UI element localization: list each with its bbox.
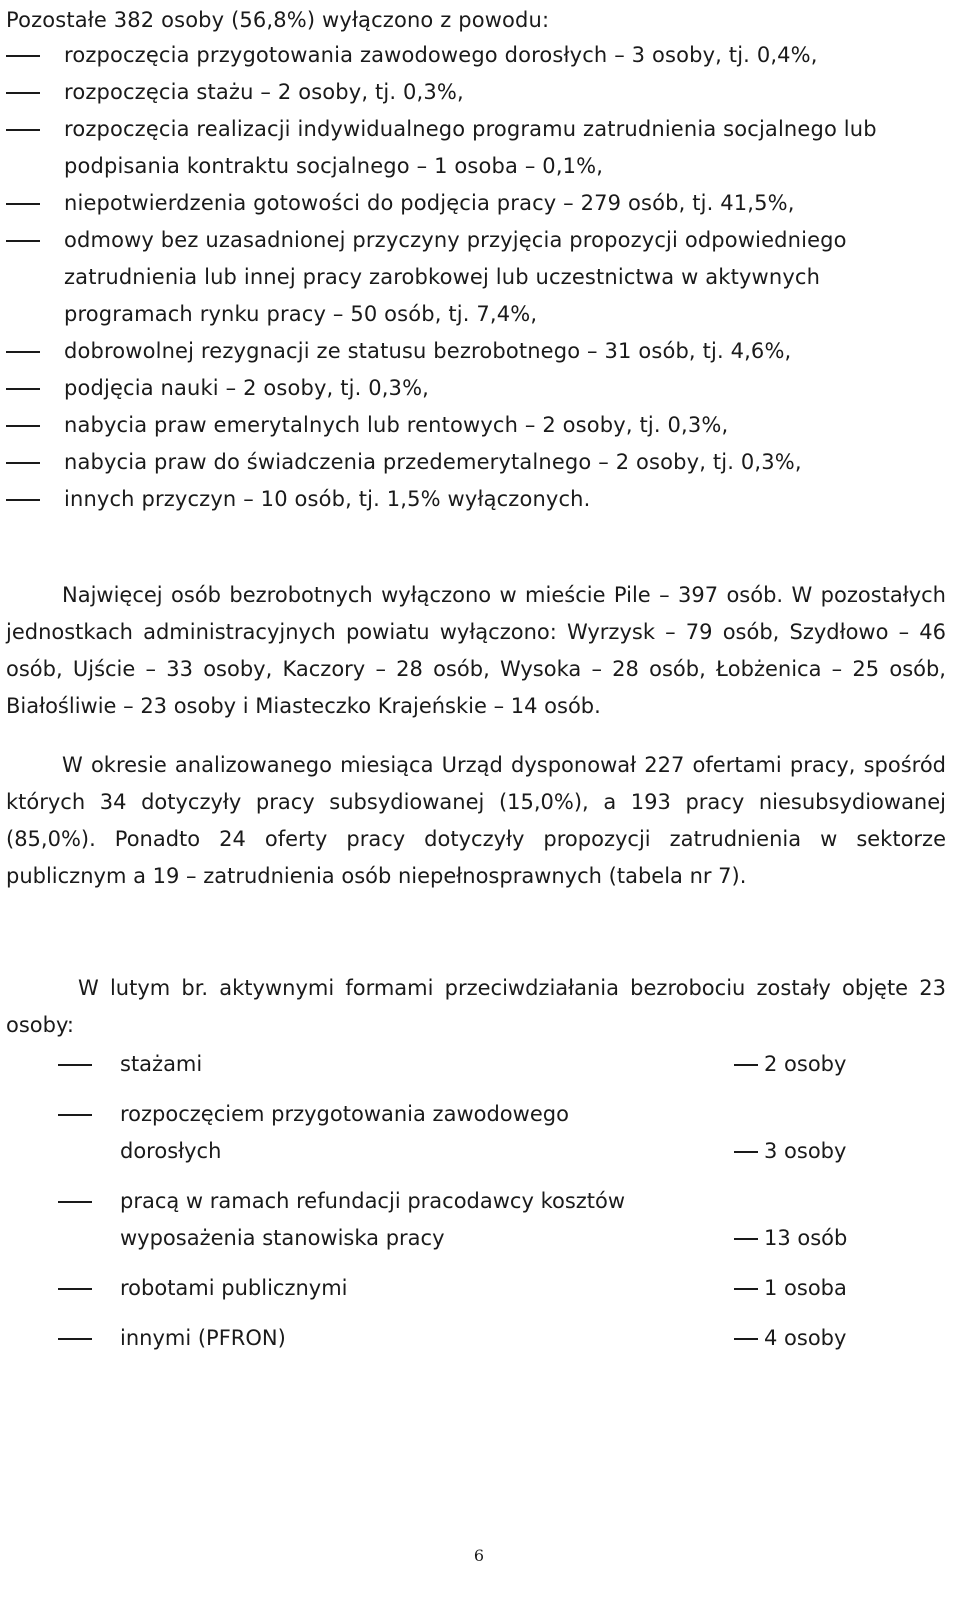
paragraph-job-offers xyxy=(6,747,946,895)
list-item-text: nabycia praw emerytalnych lub rentowych – 2 osoby, tj. 0,3%, xyxy=(64,413,729,437)
form-label: innymi (PFRON) xyxy=(120,1326,286,1350)
reasons-list xyxy=(6,37,952,518)
list-item-text: podjęcia nauki – 2 osoby, tj. 0,3%, xyxy=(64,376,429,400)
list-item-text: odmowy bez uzasadnionej przyczyny przyjęcia propozycji odpowiedniego zatrudnienia lub innej pracy zarobkowej lub uczestnictwa w aktywnych programach rynku pracy – 50 osób, tj. 7,4%, xyxy=(64,228,847,326)
form-value: 2 osoby xyxy=(734,1046,846,1083)
form-value: 4 osoby xyxy=(734,1320,846,1357)
paragraph-deregistration-by-location xyxy=(6,577,946,725)
list-item xyxy=(6,185,952,222)
list-item xyxy=(6,1320,952,1357)
form-label: stażami xyxy=(120,1052,203,1076)
list-item-text: nabycia praw do świadczenia przedemerytalnego – 2 osoby, tj. 0,3%, xyxy=(64,450,802,474)
intro-line: Pozostałe 382 osoby (56,8%) wyłączono z powodu: xyxy=(6,8,550,32)
form-value: 1 osoba xyxy=(734,1270,847,1307)
form-label: rozpoczęciem przygotowania zawodowego dorosłych xyxy=(120,1102,569,1163)
list-item xyxy=(6,74,952,111)
list-item xyxy=(6,481,952,518)
list-item xyxy=(6,1046,952,1083)
paragraph-active-forms xyxy=(6,970,946,1044)
list-item xyxy=(6,222,952,333)
list-item-text: rozpoczęcia stażu – 2 osoby, tj. 0,3%, xyxy=(64,80,464,104)
paragraph-text: Najwięcej osób bezrobotnych wyłączono w mieście Pile – 397 osób. W pozostałych jednostkach administracyjnych powiatu wyłączono: Wyrzysk – 79 osób, Szydłowo – 46 osób, Ujście – 33 osoby, Kaczory – 28 osób, Wysoka – 28 osób, Łobżenica – 25 osób, Białośliwie – 23 osoby i Miasteczko Krajeńskie – 14 osób. xyxy=(6,583,946,718)
list-item-text: innych przyczyn – 10 osób, tj. 1,5% wyłączonych. xyxy=(64,487,591,511)
form-label: pracą w ramach refundacji pracodawcy kosztów wyposażenia stanowiska pracy xyxy=(120,1189,626,1250)
list-item xyxy=(6,37,952,74)
list-item xyxy=(6,1270,952,1307)
list-item xyxy=(6,111,952,185)
list-item-text: niepotwierdzenia gotowości do podjęcia pracy – 279 osób, tj. 41,5%, xyxy=(64,191,795,215)
form-value: 13 osób xyxy=(734,1220,847,1257)
form-label: robotami publicznymi xyxy=(120,1276,348,1300)
page-number: 6 xyxy=(473,1546,485,1565)
list-item xyxy=(6,444,952,481)
active-forms-list xyxy=(6,1046,952,1357)
form-value: 3 osoby xyxy=(734,1133,846,1170)
list-item xyxy=(6,1183,952,1257)
list-item-text: rozpoczęcia realizacji indywidualnego programu zatrudnienia socjalnego lub podpisania kontraktu socjalnego – 1 osoba – 0,1%, xyxy=(64,117,877,178)
paragraph-text: W okresie analizowanego miesiąca Urząd dysponował 227 ofertami pracy, spośród których 34 dotyczyły pracy subsydiowanej (15,0%), a 193 pracy niesubsydiowanej (85,0%). Ponadto 24 oferty pracy dotyczyły propozycji zatrudnienia w sektorze publicznym a 19 – zatrudnienia osób niepełnosprawnych (tabela nr 7). xyxy=(6,753,946,888)
paragraph-text: W lutym br. aktywnymi formami przeciwdziałania bezrobociu zostały objęte 23 osoby: xyxy=(6,976,946,1037)
list-item-text: rozpoczęcia przygotowania zawodowego dorosłych – 3 osoby, tj. 0,4%, xyxy=(64,43,818,67)
list-item xyxy=(6,370,952,407)
list-item xyxy=(6,407,952,444)
list-item xyxy=(6,1096,952,1170)
list-item-text: dobrowolnej rezygnacji ze statusu bezrobotnego – 31 osób, tj. 4,6%, xyxy=(64,339,792,363)
list-item xyxy=(6,333,952,370)
